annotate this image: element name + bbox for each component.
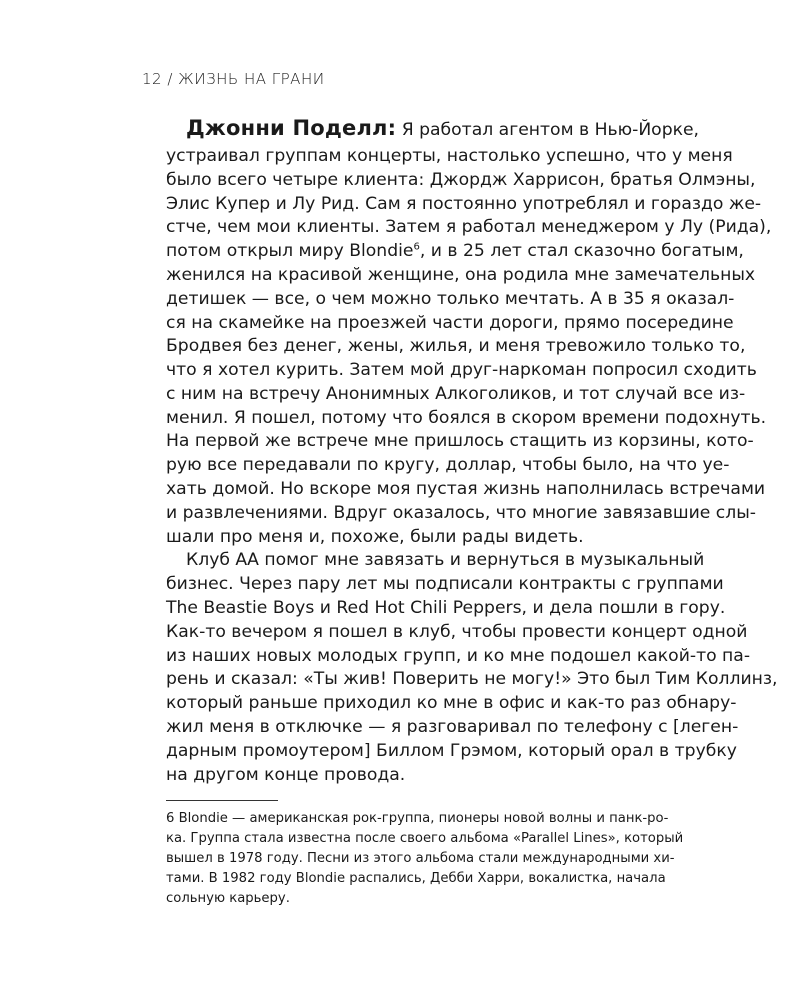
text-line: детишек — все, о чем можно только мечтать. А в 35 я оказал- bbox=[166, 289, 735, 309]
footnote-line: сольную карьеру. bbox=[166, 891, 290, 906]
text-line: Элис Купер и Лу Рид. Сам я постоянно употреблял и гораздо же- bbox=[166, 194, 762, 214]
footnote-line: тами. В 1982 году Blondie распались, Дебби Харри, вокалистка, начала bbox=[166, 871, 666, 886]
text-line: женился на красивой женщине, она родила мне замечательных bbox=[166, 265, 756, 285]
text-line: На первой же встрече мне пришлось стащить из корзины, кото- bbox=[166, 431, 754, 451]
text-line bbox=[166, 240, 744, 263]
footnote-line: ка. Группа стала известна после своего альбома «Parallel Lines», который bbox=[166, 831, 684, 846]
footnote-ref[interactable]: 6 bbox=[413, 241, 420, 253]
text-line: ся на скамейке на проезжей части дороги, прямо посередине bbox=[166, 313, 734, 333]
text-line: The Beastie Boys и Red Hot Chili Peppers, и дела пошли в гору. bbox=[166, 598, 726, 618]
footnote-line: вышел в 1978 году. Песни из этого альбома стали международными хи- bbox=[166, 851, 675, 866]
text-line: на другом конце провода. bbox=[166, 765, 406, 785]
text-line: Клуб АА помог мне завязать и вернуться в музыкальный bbox=[186, 550, 705, 570]
text-line: Бродвея без денег, жены, жилья, и меня тревожило только то, bbox=[166, 336, 746, 356]
footnote-line: 6 Blondie — американская рок-группа, пионеры новой волны и панк-ро- bbox=[166, 811, 669, 826]
text-line bbox=[186, 116, 700, 142]
text-line: рень и сказал: «Ты жив! Поверить не могу!» Это был Тим Коллинз, bbox=[166, 669, 778, 689]
speaker-name: Джонни Поделл: bbox=[186, 116, 397, 140]
text-line: бизнес. Через пару лет мы подписали контракты с группами bbox=[166, 574, 724, 594]
text-fragment: Я работал агентом в Нью-Йорке, bbox=[396, 120, 700, 140]
text-line: стче, чем мои клиенты. Затем я работал менеджером у Лу (Рида), bbox=[166, 217, 772, 237]
text-line: рую все передавали по кругу, доллар, чтобы было, на что уе- bbox=[166, 455, 730, 475]
text-line: и развлечениями. Вдруг оказалось, что многие завязавшие слы- bbox=[166, 503, 756, 523]
text-line: который раньше приходил ко мне в офис и как-то раз обнару- bbox=[166, 693, 737, 713]
text-line: устраивал группам концерты, настолько успешно, что у меня bbox=[166, 146, 733, 166]
running-head: 12 / ЖИЗНЬ НА ГРАНИ bbox=[142, 70, 325, 88]
text-line: жил меня в отключке — я разговаривал по телефону с [леген- bbox=[166, 717, 739, 737]
text-line: хать домой. Но вскоре моя пустая жизнь наполнилась встречами bbox=[166, 479, 766, 499]
text-fragment: потом открыл миру Blondie bbox=[166, 241, 414, 261]
text-line: с ним на встречу Анонимных Алкоголиков, и тот случай все из- bbox=[166, 384, 746, 404]
text-line: было всего четыре клиента: Джордж Харрисон, братья Олмэны, bbox=[166, 170, 756, 190]
text-line: из наших новых молодых групп, и ко мне подошел какой-то па- bbox=[166, 646, 751, 666]
text-line: шали про меня и, похоже, были рады видеть. bbox=[166, 527, 584, 547]
text-line: менил. Я пошел, потому что боялся в скором времени подохнуть. bbox=[166, 408, 767, 428]
text-line: Как-то вечером я пошел в клуб, чтобы провести концерт одной bbox=[166, 622, 748, 642]
text-fragment: , и в 25 лет стал сказочно богатым, bbox=[419, 241, 744, 261]
text-line: что я хотел курить. Затем мой друг-наркоман попросил сходить bbox=[166, 360, 757, 380]
text-line: дарным промоутером] Биллом Грэмом, который орал в трубку bbox=[166, 741, 737, 761]
footnote-divider bbox=[166, 800, 278, 801]
